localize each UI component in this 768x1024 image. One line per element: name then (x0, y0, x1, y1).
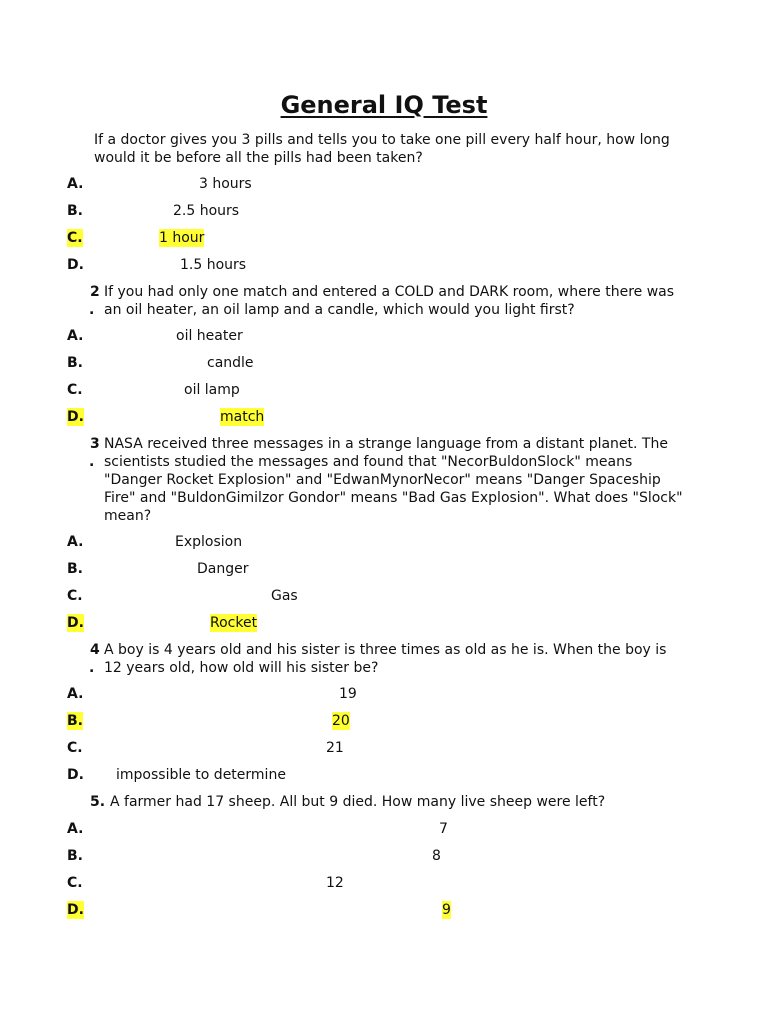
option-text: 7 (439, 821, 448, 837)
option-label-correct: D. (67, 409, 84, 425)
option-label: B. (67, 203, 83, 219)
option-text: 1.5 hours (180, 257, 247, 273)
option-text: 3 hours (199, 176, 252, 192)
question-text: If a doctor gives you 3 pills and tells you to take one pill every half hour, how long would it be before all the pills had been taken? (94, 132, 670, 166)
option-label-correct: D. (67, 615, 84, 631)
option-label: C. (67, 588, 83, 604)
option-text: 2.5 hours (173, 203, 240, 219)
question-number: 5. (90, 794, 106, 810)
option-text: oil heater (176, 328, 243, 344)
question-number: 2 (90, 284, 100, 300)
option-text: candle (207, 355, 254, 371)
question-number: 4 (90, 642, 100, 658)
option-label: A. (67, 534, 84, 550)
option-text: 8 (432, 848, 441, 864)
option-text: Explosion (175, 534, 243, 550)
option-label: C. (67, 382, 83, 398)
question-text: A boy is 4 years old and his sister is three times as old as he is. When the boy is 12 years old, how old will his sister be? (104, 642, 667, 676)
option-text: Danger (197, 561, 249, 577)
option-text: 19 (339, 686, 357, 702)
option-text-correct: Rocket (210, 615, 258, 631)
option-text-correct: 1 hour (159, 230, 205, 246)
option-label: A. (67, 821, 84, 837)
option-text-correct: 20 (332, 713, 350, 729)
option-text: oil lamp (184, 382, 240, 398)
question-number: 3 (90, 436, 100, 452)
question-number-dot: . (89, 660, 95, 676)
option-label-correct: C. (67, 230, 83, 246)
option-label: A. (67, 176, 84, 192)
option-label: D. (67, 767, 84, 783)
option-label-correct: D. (67, 902, 84, 918)
option-label: C. (67, 875, 83, 891)
option-label: A. (67, 686, 84, 702)
question-number-dot: . (89, 454, 95, 470)
option-text-correct: match (220, 409, 265, 425)
option-label: B. (67, 848, 83, 864)
option-text: Gas (271, 588, 298, 604)
question-text: If you had only one match and entered a COLD and DARK room, where there was an oil heater, an oil lamp and a candle, which would you light first? (104, 284, 675, 318)
option-label: D. (67, 257, 84, 273)
question-text: NASA received three messages in a strange language from a distant planet. The scientists studied the messages and found that "NecorBuldonSlock" means "Danger Rocket Explosion" and "EdwanMynorNecor" means "Danger Spaceship Fire" and "BuldonGimilzor Gondor" means "Bad Gas Explosion". What does "Slock" mean? (104, 436, 683, 524)
option-label: A. (67, 328, 84, 344)
option-label: B. (67, 561, 83, 577)
option-label: B. (67, 355, 83, 371)
option-text: 21 (326, 740, 344, 756)
option-text: impossible to determine (116, 767, 286, 783)
page-title: General IQ Test (280, 91, 488, 119)
option-text: 12 (326, 875, 344, 891)
question-number-dot: . (89, 302, 95, 318)
option-label: C. (67, 740, 83, 756)
question-text: A farmer had 17 sheep. All but 9 died. How many live sheep were left? (110, 794, 606, 810)
option-text-correct: 9 (442, 902, 451, 918)
option-label-correct: B. (67, 713, 83, 729)
